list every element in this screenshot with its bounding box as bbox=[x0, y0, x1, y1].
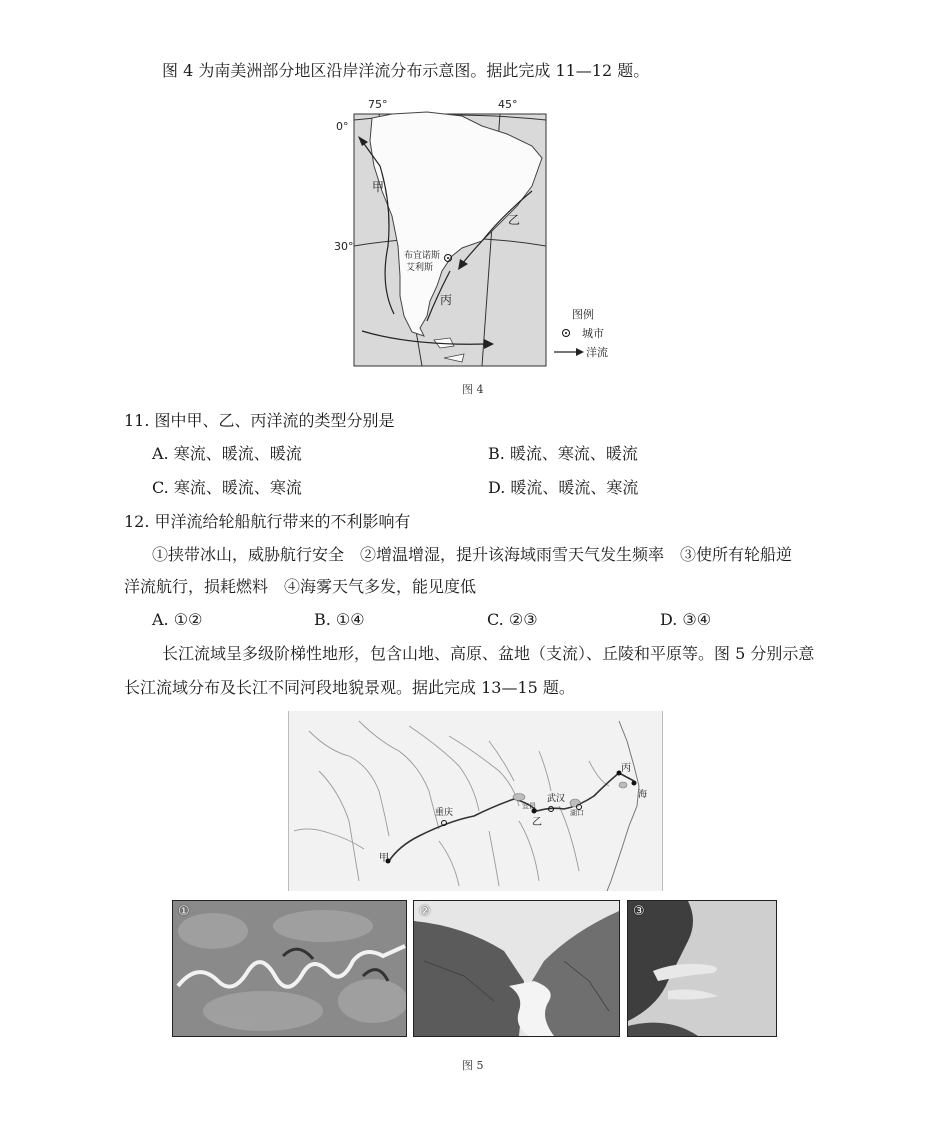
lake-dongting bbox=[513, 794, 525, 801]
label-yichang: 宜昌 bbox=[522, 802, 536, 810]
lake-poyang bbox=[570, 799, 580, 807]
photo-3-number: ③ bbox=[633, 904, 645, 919]
label-bing: 丙 bbox=[621, 763, 631, 774]
legend-current-arrow-icon bbox=[576, 348, 584, 356]
figure-5-caption: 图 5 bbox=[462, 1059, 484, 1072]
label-yi: 乙 bbox=[532, 817, 542, 828]
lake-tai bbox=[619, 782, 627, 788]
q11-option-a: A. 寒流、暖流、暖流 bbox=[152, 444, 302, 463]
label-hukou: 湖口 bbox=[570, 809, 584, 817]
q11-option-d: D. 暖流、暖流、寒流 bbox=[488, 478, 639, 497]
yangtze-basin-map bbox=[289, 711, 662, 891]
legend-city-label: 城市 bbox=[582, 327, 604, 340]
lat-0-label: 0° bbox=[336, 120, 349, 133]
legend-title: 图例 bbox=[572, 308, 594, 321]
intro-paragraph-2-line2: 长江流域分布及长江不同河段地貌景观。据此完成 13—15 题。 bbox=[124, 678, 575, 697]
q12-option-c: C. ②③ bbox=[487, 610, 538, 629]
q12-statement-line2: 洋流航行，损耗燃料 ④海雾天气多发，能见度低 bbox=[124, 577, 477, 596]
label-hai: 海 bbox=[638, 790, 648, 800]
intro-paragraph-2-line1: 长江流域呈多级阶梯性地形，包含山地、高原、盆地（支流）、丘陵和平原等。图 5 分别示意 bbox=[162, 644, 815, 663]
q12-stem: 12. 甲洋流给轮船航行带来的不利影响有 bbox=[124, 512, 411, 531]
marker-hai bbox=[632, 781, 637, 786]
lon-75-label: 75° bbox=[368, 98, 388, 111]
figure-5-map bbox=[288, 711, 663, 891]
lat-30-label: 30° bbox=[334, 240, 354, 253]
q12-option-a: A. ①② bbox=[152, 610, 203, 629]
legend-current-label: 洋流 bbox=[586, 346, 608, 359]
figure-4-map bbox=[332, 96, 622, 371]
q12-option-b: B. ①④ bbox=[314, 610, 365, 629]
photo-2-number: ② bbox=[419, 904, 431, 919]
q12-option-d: D. ③④ bbox=[660, 610, 712, 629]
city-label-line1: 布宜诺斯 bbox=[404, 251, 441, 261]
label-wuhan: 武汉 bbox=[547, 794, 566, 804]
lon-45-label: 45° bbox=[498, 98, 518, 111]
photo-2-gorge bbox=[413, 900, 620, 1037]
photo-3-estuary bbox=[627, 900, 777, 1037]
yangtze-main-stream bbox=[389, 773, 634, 861]
q11-option-c: C. 寒流、暖流、寒流 bbox=[152, 478, 302, 497]
coastline bbox=[607, 721, 639, 891]
label-jia: 甲 bbox=[379, 853, 389, 864]
q11-stem: 11. 图中甲、乙、丙洋流的类型分别是 bbox=[124, 411, 395, 430]
figure-4-caption: 图 4 bbox=[462, 383, 484, 396]
label-yi: 乙 bbox=[508, 213, 521, 227]
q11-option-b: B. 暖流、寒流、暖流 bbox=[488, 444, 638, 463]
label-chongqing: 重庆 bbox=[435, 808, 454, 818]
label-jia: 甲 bbox=[372, 180, 385, 194]
q12-statement-line1: ①挟带冰山，威胁航行安全 ②增温增湿，提升该海域雨雪天气发生频率 ③使所有轮船逆 bbox=[152, 545, 793, 564]
photo-1-meandering-river bbox=[172, 900, 407, 1037]
city-label-line2: 艾利斯 bbox=[406, 263, 434, 273]
photo-1-number: ① bbox=[178, 904, 190, 919]
label-bing: 丙 bbox=[440, 293, 453, 307]
intro-paragraph-1: 图 4 为南美洲部分地区沿岸洋流分布示意图。据此完成 11—12 题。 bbox=[162, 61, 650, 80]
south-america-current-map bbox=[332, 96, 622, 371]
